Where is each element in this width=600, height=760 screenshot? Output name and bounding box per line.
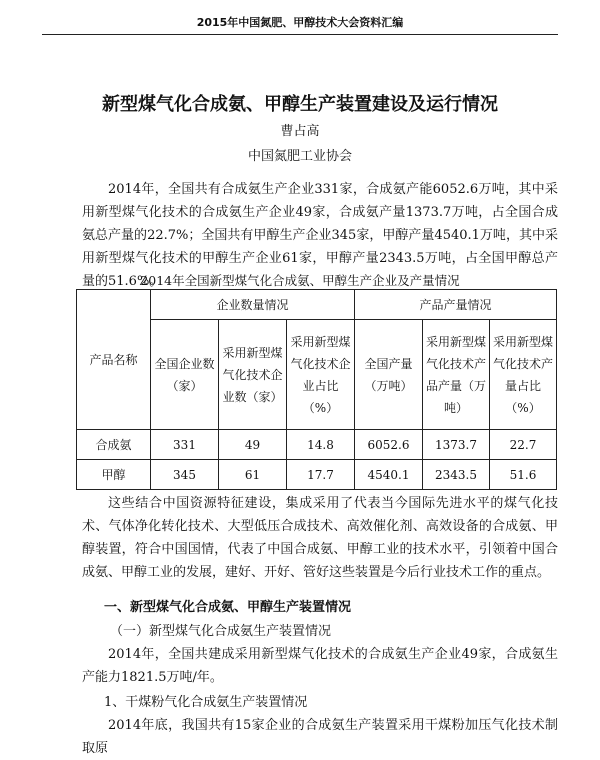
subsection-heading: （一）新型煤气化合成氨生产装置情况 (110, 624, 332, 639)
header-enterprise-group: 企业数量情况 (151, 290, 355, 320)
cell-output-share: 22.7 (490, 430, 557, 460)
table-row (77, 460, 557, 490)
table-row (77, 430, 557, 460)
header-total-output: 全国产量（万吨） (355, 320, 423, 430)
cell-product: 合成氨 (77, 430, 151, 460)
cell-total-enterprises: 331 (151, 430, 219, 460)
article-title: 新型煤气化合成氨、甲醇生产装置建设及运行情况 (102, 94, 498, 115)
cell-total-enterprises: 345 (151, 460, 219, 490)
cell-output-share: 51.6 (490, 460, 557, 490)
author: 曹占高 (280, 124, 320, 139)
paragraph-dry-coal: 2014年底，我国共有15家企业的合成氨生产装置采用干煤粉加压气化技术制取原 (82, 718, 558, 756)
header-total-enterprises: 全国企业数（家） (151, 320, 219, 430)
section-heading: 一、新型煤气化合成氨、甲醇生产装置情况 (104, 600, 352, 615)
running-header: 2015年中国氮肥、甲醇技术大会资料汇编 (42, 14, 558, 35)
header-output-share: 采用新型煤气化技术产量占比（%） (490, 320, 557, 430)
paragraph-intro: 2014年，全国共有合成氨生产企业331家，合成氨产能6052.6万吨，其中采用新型煤气化技术的合成氨生产企业49家，合成氨产量1373.7万吨，占全国合成氨总产量的22.7%；全国共有甲醇生产企业345家，甲醇产量4540.1万吨，其中采用新型煤气化技术的甲醇生产企业61家，甲醇产量2343.5万吨，占全国甲醇总产量的51.6%。 (82, 182, 558, 289)
organization: 中国氮肥工业协会 (247, 149, 352, 164)
subsubsection-heading: 1、干煤粉气化合成氨生产装置情况 (104, 695, 308, 710)
table-caption: 2014年全国新型煤气化合成氨、甲醇生产企业及产量情况 (140, 273, 460, 288)
cell-product: 甲醇 (77, 460, 151, 490)
cell-total-output: 6052.6 (355, 430, 423, 460)
header-output-group: 产品产量情况 (355, 290, 557, 320)
header-new-output: 采用新型煤气化技术产品产量（万吨） (423, 320, 490, 430)
statistics-table (76, 289, 557, 490)
header-product: 产品名称 (77, 290, 151, 430)
cell-new-enterprises: 49 (219, 430, 287, 460)
header-new-enterprises: 采用新型煤气化技术企业数（家） (219, 320, 287, 430)
paragraph-significance: 这些结合中国资源特征建设，集成采用了代表当今国际先进水平的煤气化技术、气体净化转化技术、大型低压合成技术、高效催化剂、高效设备的合成氨、甲醇装置，符合中国国情，代表了中国合成氨、甲醇工业的技术水平，引领着中国合成氨、甲醇工业的发展，建好、开好、管好这些装置是今后行业技术工作的重点。 (82, 496, 558, 580)
cell-new-output: 2343.5 (423, 460, 490, 490)
header-enterprise-share: 采用新型煤气化技术企业占比（%） (287, 320, 355, 430)
cell-new-enterprises: 61 (219, 460, 287, 490)
cell-enterprise-share: 17.7 (287, 460, 355, 490)
cell-total-output: 4540.1 (355, 460, 423, 490)
cell-enterprise-share: 14.8 (287, 430, 355, 460)
paragraph-capacity: 2014年，全国共建成采用新型煤气化技术的合成氨生产企业49家，合成氨生产能力1821.5万吨/年。 (82, 647, 558, 685)
cell-new-output: 1373.7 (423, 430, 490, 460)
